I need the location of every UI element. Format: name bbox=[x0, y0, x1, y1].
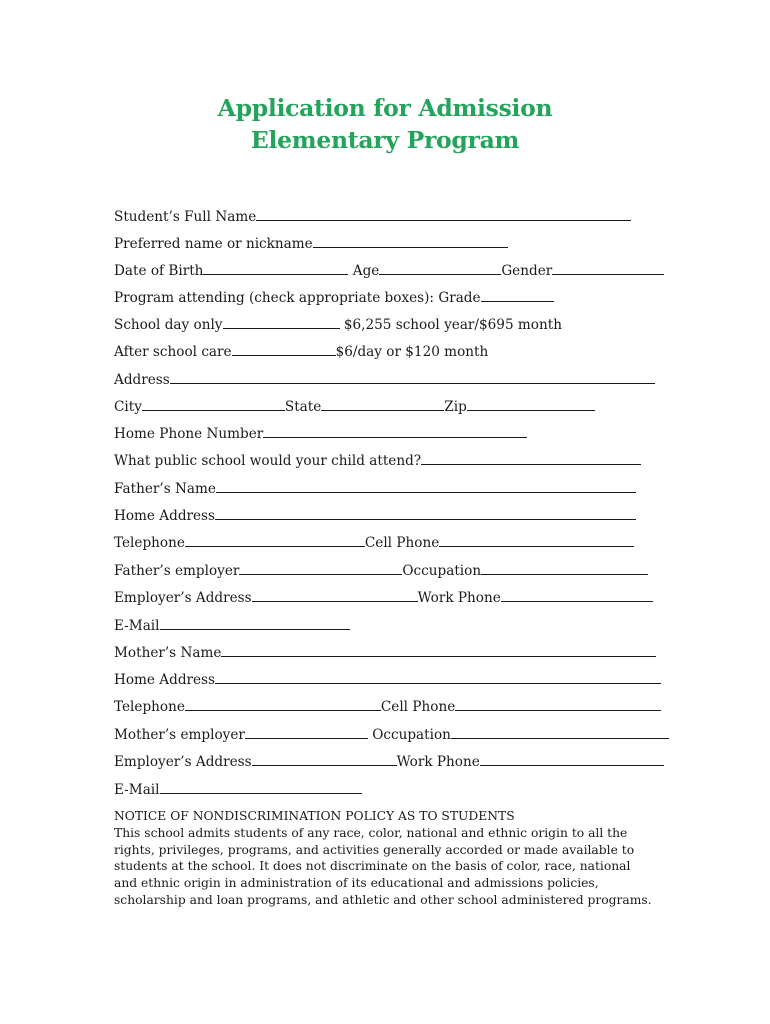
father-home-address-field[interactable] bbox=[215, 507, 636, 520]
city-field[interactable] bbox=[142, 398, 285, 411]
mother-email-field[interactable] bbox=[160, 781, 362, 794]
address-label: Address bbox=[114, 372, 170, 388]
father-cell-field[interactable] bbox=[439, 534, 634, 547]
father-occupation-label: Occupation bbox=[402, 563, 482, 579]
row-public-school bbox=[114, 452, 641, 472]
zip-field[interactable] bbox=[467, 398, 595, 411]
address-field[interactable] bbox=[170, 371, 655, 384]
father-employer-address-field[interactable] bbox=[252, 589, 418, 602]
row-father-email bbox=[114, 617, 350, 637]
home-phone-field[interactable] bbox=[263, 425, 527, 438]
mother-home-address-field[interactable] bbox=[215, 671, 661, 684]
row-mother-telephone bbox=[114, 698, 661, 718]
notice-heading: NOTICE OF NONDISCRIMINATION POLICY AS TO STUDENTS bbox=[114, 809, 515, 823]
row-father-employer-address bbox=[114, 589, 653, 609]
father-employer-label: Father’s employer bbox=[114, 563, 240, 579]
mother-employer-address-field[interactable] bbox=[252, 753, 397, 766]
mother-telephone-label: Telephone bbox=[114, 699, 185, 715]
age-label: Age bbox=[352, 263, 380, 279]
father-cell-label: Cell Phone bbox=[364, 535, 440, 551]
grade-field[interactable] bbox=[481, 289, 554, 302]
father-occupation-field[interactable] bbox=[481, 562, 648, 575]
home-phone-label: Home Phone Number bbox=[114, 426, 264, 442]
student-name-field[interactable] bbox=[256, 208, 631, 221]
row-after-school bbox=[114, 343, 488, 363]
title-line-1: Application for Admission bbox=[217, 94, 553, 122]
public-school-field[interactable] bbox=[421, 452, 641, 465]
after-school-price: $6/day or $120 month bbox=[335, 344, 489, 360]
mother-occupation-field[interactable] bbox=[451, 726, 669, 739]
father-email-field[interactable] bbox=[160, 617, 350, 630]
dob-field[interactable] bbox=[203, 262, 348, 275]
title-line-2: Elementary Program bbox=[250, 126, 520, 154]
father-telephone-label: Telephone bbox=[114, 535, 185, 551]
father-telephone-field[interactable] bbox=[185, 534, 365, 547]
row-father-name bbox=[114, 480, 636, 500]
gender-field[interactable] bbox=[552, 262, 664, 275]
mother-name-label: Mother’s Name bbox=[114, 645, 222, 661]
mother-employer-address-label: Employer’s Address bbox=[114, 754, 252, 770]
row-preferred-name bbox=[114, 235, 508, 255]
program-label: Program attending (check appropriate boxes): Grade bbox=[114, 290, 481, 306]
mother-home-address-label: Home Address bbox=[114, 672, 216, 688]
preferred-name-label: Preferred name or nickname bbox=[114, 236, 313, 252]
row-mother-employer-address bbox=[114, 753, 664, 773]
mother-cell-field[interactable] bbox=[455, 698, 661, 711]
father-employer-address-label: Employer’s Address bbox=[114, 590, 252, 606]
father-name-field[interactable] bbox=[216, 480, 636, 493]
mother-occupation-label: Occupation bbox=[372, 727, 451, 743]
mother-work-phone-label: Work Phone bbox=[396, 754, 480, 770]
father-work-phone-field[interactable] bbox=[501, 589, 653, 602]
row-father-employer bbox=[114, 562, 648, 582]
city-label: City bbox=[114, 399, 142, 415]
public-school-label: What public school would your child attend? bbox=[114, 453, 422, 469]
father-email-label: E-Mail bbox=[114, 618, 160, 634]
row-mother-email bbox=[114, 781, 362, 801]
after-school-label: After school care bbox=[114, 344, 232, 360]
row-father-home-address bbox=[114, 507, 636, 527]
age-field[interactable] bbox=[379, 262, 501, 275]
school-day-label: School day only bbox=[114, 317, 223, 333]
row-school-day bbox=[114, 316, 562, 336]
row-mother-employer bbox=[114, 726, 669, 746]
zip-label: Zip bbox=[444, 399, 467, 415]
mother-telephone-field[interactable] bbox=[185, 698, 381, 711]
row-city-state-zip bbox=[114, 398, 595, 418]
row-program bbox=[114, 289, 554, 309]
row-student-name bbox=[114, 208, 631, 228]
state-field[interactable] bbox=[321, 398, 444, 411]
mother-employer-label: Mother’s employer bbox=[114, 727, 245, 743]
notice-body: This school admits students of any race, color, national and ethnic origin to all the rights, privileges, programs, and activities generally accorded or made available to students at the school. It does not discriminate on the basis of color, race, national and ethnic origin in administration of its educational and admissions policies, scholarship and loan programs, and athletic and other school administered programs. bbox=[114, 825, 652, 907]
father-work-phone-label: Work Phone bbox=[417, 590, 501, 606]
row-birth-age-gender bbox=[114, 262, 664, 282]
row-father-telephone bbox=[114, 534, 634, 554]
father-name-label: Father’s Name bbox=[114, 481, 216, 497]
row-mother-name bbox=[114, 644, 656, 664]
row-address bbox=[114, 371, 655, 391]
mother-cell-label: Cell Phone bbox=[380, 699, 456, 715]
father-home-address-label: Home Address bbox=[114, 508, 216, 524]
state-label: State bbox=[284, 399, 322, 415]
row-mother-home-address bbox=[114, 671, 661, 691]
after-school-field[interactable] bbox=[232, 343, 336, 356]
mother-work-phone-field[interactable] bbox=[480, 753, 664, 766]
dob-label: Date of Birth bbox=[114, 263, 204, 279]
nondiscrimination-notice bbox=[114, 808, 654, 909]
mother-employer-field[interactable] bbox=[245, 726, 368, 739]
gender-label: Gender bbox=[501, 263, 553, 279]
father-employer-field[interactable] bbox=[239, 562, 402, 575]
mother-email-label: E-Mail bbox=[114, 782, 160, 798]
row-home-phone bbox=[114, 425, 527, 445]
student-name-label: Student’s Full Name bbox=[114, 209, 257, 225]
preferred-name-field[interactable] bbox=[313, 235, 508, 248]
school-day-field[interactable] bbox=[223, 316, 340, 329]
school-day-price: $6,255 school year/$695 month bbox=[343, 317, 562, 333]
mother-name-field[interactable] bbox=[221, 644, 656, 657]
